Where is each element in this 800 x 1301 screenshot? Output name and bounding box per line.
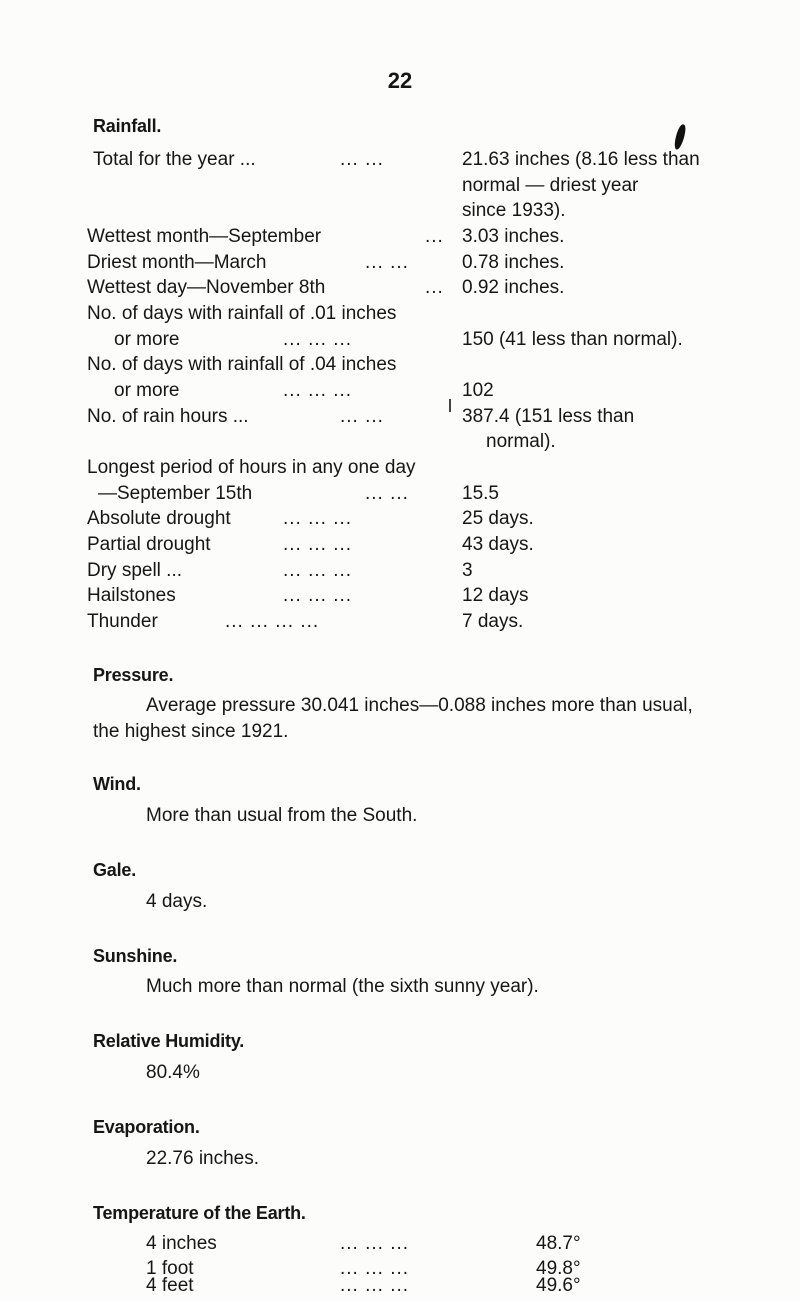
pressure-text-line1: Average pressure 30.041 inches—0.088 inches more than usual, bbox=[146, 695, 693, 716]
leader-dots: ... ... ... bbox=[340, 1233, 410, 1254]
rainfall-row-value: 21.63 inches (8.16 less than bbox=[462, 149, 700, 170]
wind-heading: Wind. bbox=[93, 774, 141, 794]
page-number: 22 bbox=[387, 68, 413, 93]
leader-dots: ... ... ... bbox=[340, 1258, 410, 1279]
rainfall-row-label: Driest month—March bbox=[87, 252, 267, 273]
leader-dots: ... bbox=[425, 226, 444, 247]
rainfall-row-value: 0.92 inches. bbox=[462, 277, 565, 298]
rainfall-row-label: Longest period of hours in any one day bbox=[87, 457, 416, 478]
rainfall-row-value: 3.03 inches. bbox=[462, 226, 565, 247]
leader-dots: ... ... bbox=[340, 406, 384, 427]
leader-dots: ... ... ... bbox=[283, 508, 353, 529]
rainfall-row-value: 25 days. bbox=[462, 508, 534, 529]
rainfall-row-label: No. of days with rainfall of .01 inches bbox=[87, 303, 397, 324]
leader-dots: ... ... bbox=[340, 149, 384, 170]
rainfall-row-value: 102 bbox=[462, 380, 494, 401]
rainfall-row-value: 12 days bbox=[462, 585, 529, 606]
rainfall-row-label: Partial drought bbox=[87, 534, 211, 555]
leader-dots: ... bbox=[425, 277, 444, 298]
rainfall-row-value: normal). bbox=[486, 431, 556, 452]
rainfall-row-label: Dry spell ... bbox=[87, 560, 183, 581]
rainfall-row-label: No. of rain hours ... bbox=[87, 406, 249, 427]
earth-depth-label: 4 inches bbox=[146, 1233, 217, 1254]
rainfall-row-label: Thunder bbox=[87, 611, 158, 632]
rainfall-heading: Rainfall. bbox=[93, 116, 162, 136]
evaporation-heading: Evaporation. bbox=[93, 1117, 200, 1137]
sunshine-heading: Sunshine. bbox=[93, 946, 178, 966]
rainfall-row-label: Wettest day—November 8th bbox=[87, 277, 326, 298]
earth-temperature-heading: Temperature of the Earth. bbox=[93, 1203, 306, 1223]
rainfall-row-label: No. of days with rainfall of .04 inches bbox=[87, 354, 397, 375]
gale-text: 4 days. bbox=[146, 891, 208, 912]
rainfall-row-value: since 1933). bbox=[462, 200, 566, 221]
rainfall-row-label: or more bbox=[114, 380, 180, 401]
leader-dots: ... ... ... ... bbox=[225, 611, 320, 632]
sunshine-text: Much more than normal (the sixth sunny year). bbox=[146, 976, 539, 997]
rainfall-row-value: normal — driest year bbox=[462, 175, 639, 196]
rainfall-row-label: or more bbox=[114, 329, 180, 350]
leader-dots: ... ... bbox=[365, 252, 409, 273]
rainfall-row-label: Total for the year ... bbox=[93, 149, 256, 170]
rainfall-row-label: —September 15th bbox=[98, 483, 253, 504]
evaporation-text: 22.76 inches. bbox=[146, 1148, 260, 1169]
leader-dots: ... ... ... bbox=[340, 1275, 410, 1296]
leader-dots: ... ... ... bbox=[283, 585, 353, 606]
rainfall-row-value: 43 days. bbox=[462, 534, 534, 555]
rainfall-row-value: 15.5 bbox=[462, 483, 499, 504]
leader-dots: ... ... ... bbox=[283, 534, 353, 555]
earth-temperature-value: 48.7° bbox=[536, 1233, 581, 1254]
humidity-text: 80.4% bbox=[146, 1062, 200, 1083]
rainfall-row-label: Wettest month—September bbox=[87, 226, 322, 247]
rainfall-row-value: 387.4 (151 less than bbox=[462, 406, 635, 427]
leader-dots: ... ... bbox=[365, 483, 409, 504]
wind-text: More than usual from the South. bbox=[146, 805, 418, 826]
rainfall-row-value: 150 (41 less than normal). bbox=[462, 329, 683, 350]
pressure-text-line2: the highest since 1921. bbox=[93, 721, 289, 742]
ink-mark bbox=[449, 399, 451, 412]
earth-temperature-value: 49.8° bbox=[536, 1258, 581, 1279]
rainfall-row-value: 7 days. bbox=[462, 611, 524, 632]
humidity-heading: Relative Humidity. bbox=[93, 1031, 245, 1051]
leader-dots: ... ... ... bbox=[283, 329, 353, 350]
pressure-heading: Pressure. bbox=[93, 665, 174, 685]
leader-dots: ... ... ... bbox=[283, 380, 353, 401]
gale-heading: Gale. bbox=[93, 860, 137, 880]
rainfall-row-value: 0.78 inches. bbox=[462, 252, 565, 273]
rainfall-row-value: 3 bbox=[462, 560, 473, 581]
rainfall-row-label: Hailstones bbox=[87, 585, 176, 606]
earth-temperature-value: 49.6° bbox=[536, 1275, 581, 1296]
rainfall-row-label: Absolute drought bbox=[87, 508, 231, 529]
leader-dots: ... ... ... bbox=[283, 560, 353, 581]
earth-depth-label: 1 foot bbox=[146, 1258, 194, 1279]
earth-depth-label: 4 feet bbox=[146, 1275, 194, 1296]
